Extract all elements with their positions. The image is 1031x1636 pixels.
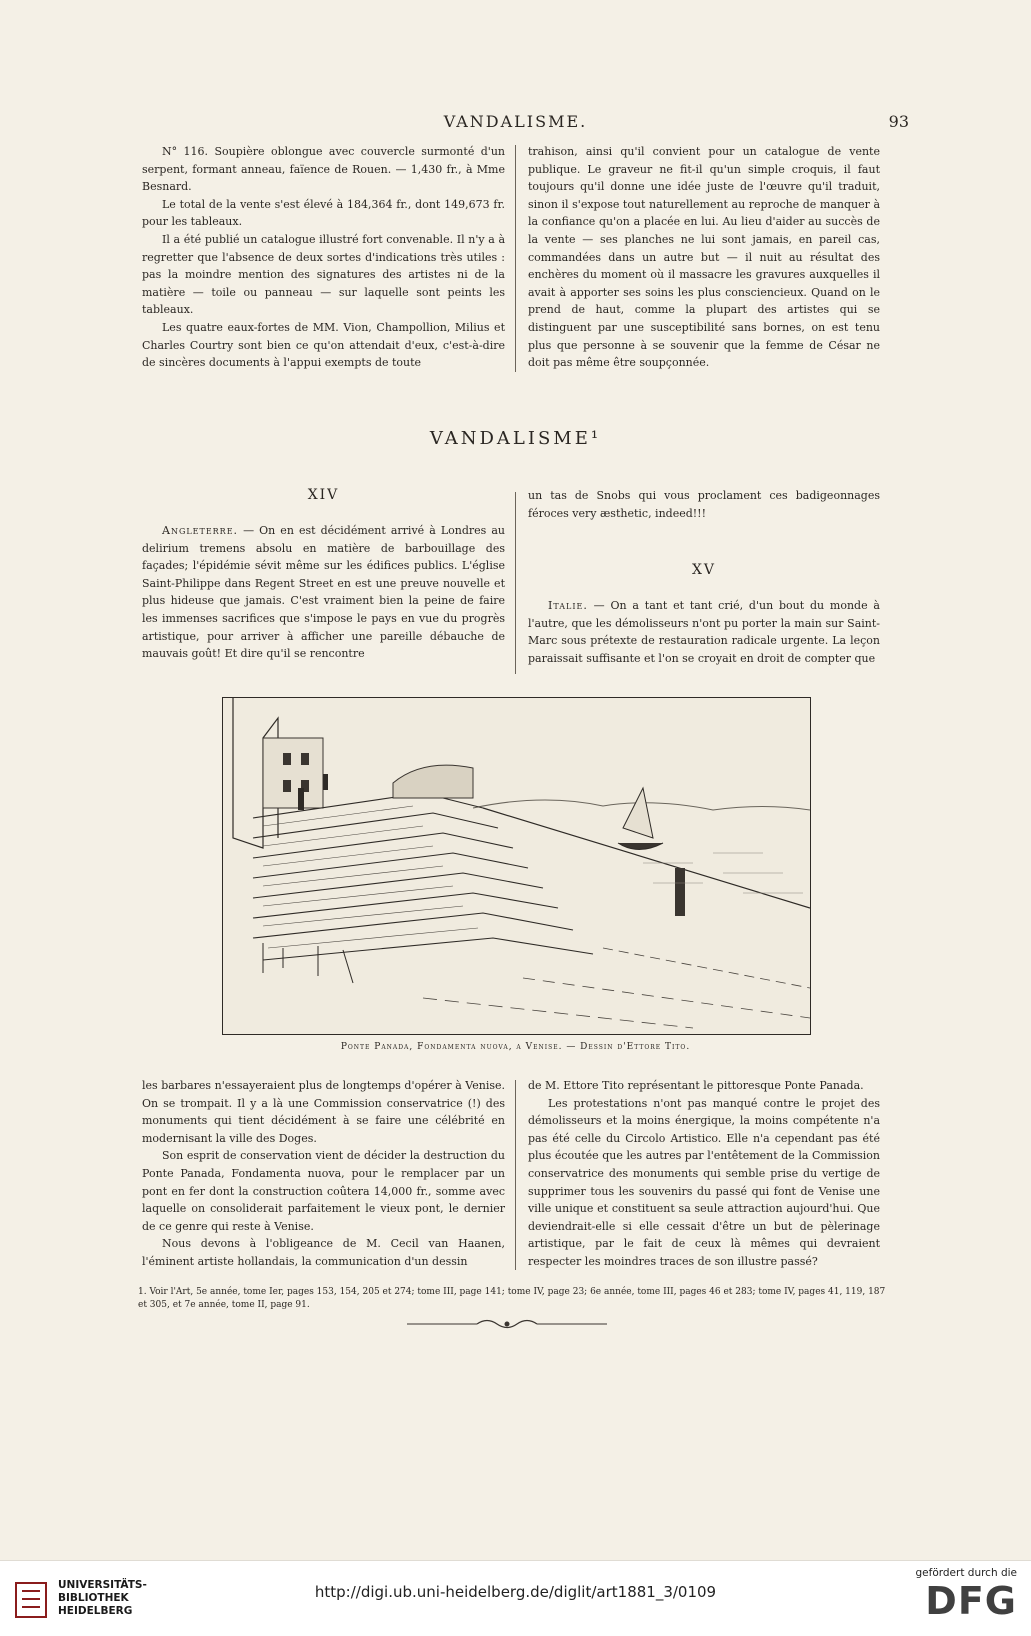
ornament-divider bbox=[407, 1317, 607, 1331]
bottom-left-column bbox=[142, 1077, 505, 1271]
top-left-column bbox=[142, 143, 505, 372]
lead-word: Angleterre. bbox=[162, 524, 239, 537]
article-title: VANDALISME¹ bbox=[429, 428, 602, 449]
venice-bridge-illustration bbox=[222, 697, 811, 1035]
funded-by-label: gefördert durch die bbox=[915, 1567, 1017, 1579]
paragraph: de M. Ettore Tito représentant le pittoresque Ponte Panada. bbox=[528, 1079, 864, 1092]
library-name-line: BIBLIOTHEK bbox=[58, 1592, 129, 1604]
illustration-caption bbox=[0, 1042, 1031, 1052]
source-url[interactable]: http://digi.ub.uni-heidelberg.de/diglit/art1881_3/0109 bbox=[314, 1583, 717, 1601]
column-rule bbox=[515, 492, 516, 674]
library-name-line: HEIDELBERG bbox=[58, 1605, 133, 1617]
section-xiv-continued bbox=[528, 487, 880, 522]
running-header bbox=[0, 112, 1031, 136]
digitization-footer bbox=[0, 1560, 1031, 1636]
bottom-right-column bbox=[528, 1077, 880, 1271]
funder-branding bbox=[907, 1567, 1017, 1623]
caption-text: Ponte Panada, Fondamenta nuova, a Venise. — Dessin d'Ettore Tito. bbox=[340, 1042, 691, 1052]
paragraph: — On a tant et tant crié, d'un bout du monde à l'autre, que les démolisseurs n'ont pu porter la main sur Saint-Marc sous prétexte de restauration radicale urgente. La leçon paraissait suffisante et l'on se croyait en droit de compter que bbox=[528, 599, 880, 665]
paragraph: — On en est décidément arrivé à Londres au delirium tremens absolu en matière de barbouillage des façades; l'épidémie sévit même sur les édifices publics. L'église Saint-Philippe dans Regent Street en est une preuve nouvelle et plus hideuse que jamais. C'est vraiment bien la peine de faire les immenses sacrifices que s'impose le pays en vue du progrès artistique, pour arriver à afficher une pareille débauche de mauvais goût! Et dire qu'il se rencontre bbox=[142, 524, 505, 661]
library-name-line: UNIVERSITÄTS- bbox=[58, 1579, 147, 1591]
paragraph: Le total de la vente s'est élevé à 184,364 fr., dont 149,673 fr. pour les tableaux. bbox=[142, 197, 505, 229]
column-rule bbox=[515, 145, 516, 372]
footnote: 1. Voir l'Art, 5e année, tome Ier, pages 153, 154, 205 et 274; tome III, page 141; tome IV, page 23; 6e année, tome III, pages 46 et 283; tome IV, pages 41, 119, 187 et 305, et 7e année, tome II, page 91. bbox=[138, 1287, 886, 1310]
section-heading-xiv: XIV bbox=[307, 487, 340, 503]
paragraph: un tas de Snobs qui vous proclament ces badigeonnages féroces very æsthetic, indeed!!! bbox=[528, 489, 880, 520]
paragraph: Il a été publié un catalogue illustré fort convenable. Il n'y a à regretter que l'absence de deux sortes d'indications très utiles : pas la moindre mention des signatures des artistes ni de la matière — toile ou panneau — sur laquelle sont peints les tableaux. bbox=[142, 232, 505, 317]
top-right-column bbox=[528, 143, 880, 372]
paragraph: Les quatre eaux-fortes de MM. Vion, Champollion, Milius et Charles Courtry sont bien ce qu'on attendait d'eux, c'est-à-dire de sincères documents à l'appui exempts de toute bbox=[142, 320, 505, 370]
section-xiv-column bbox=[142, 522, 505, 663]
paragraph: trahison, ainsi qu'il convient pour un catalogue de vente publique. Le graveur ne fit-il qu'un simple croquis, il faut toujours qu'il donne une idée juste de l'œuvre qu'il traduit, sinon il s'expose tout naturellement au reproche de manquer à la confiance qu'on a placée en lui. Au lieu d'aider au succès de la vente — ses planches ne lui sont jamais, en pareil cas, commandées dans un autre but — il nuit au résultat des enchères du moment où il massacre les gravures auxquelles il avait à apporter ses soins les plus consciencieux. Quand on le prend de haut, comme la plupart des artistes qui se distinguent par une susceptibilité sans bornes, on est tenu plus que personne à se souvenir que la femme de César ne doit pas même être soupçonnée. bbox=[528, 145, 880, 370]
illustration-drawing bbox=[223, 698, 810, 1034]
column-rule bbox=[515, 1080, 516, 1270]
paragraph: Nous devons à l'obligeance de M. Cecil van Haanen, l'éminent artiste hollandais, la communication d'un dessin bbox=[142, 1237, 505, 1268]
section-xv-column bbox=[528, 597, 880, 667]
paragraph: Son esprit de conservation vient de décider la destruction du Ponte Panada, Fondamenta nuova, pour le remplacer par un pont en fer dont la construction coûtera 14,000 fr., somme avec laquelle on consoliderait parfaitement le vieux pont, le dernier de ce genre qui reste à Venise. bbox=[142, 1149, 505, 1233]
paragraph: N° 116. Soupière oblongue avec couvercle surmonté d'un serpent, formant anneau, faïence de Rouen. — 1,430 fr., à Mme Besnard. bbox=[142, 145, 505, 194]
page-number: 93 bbox=[888, 112, 909, 131]
lead-word: Italie. bbox=[548, 599, 588, 612]
running-title: VANDALISME. bbox=[443, 112, 588, 131]
paragraph: les barbares n'essayeraient plus de longtemps d'opérer à Venise. On se trompait. Il y a là une Commission conservatrice (!) des monuments qui tient décidément à se faire une célébrité en modernisant la ville des Doges. bbox=[142, 1079, 505, 1145]
dfg-logo: DFG bbox=[925, 1579, 1017, 1623]
section-heading-xv: XV bbox=[691, 562, 717, 578]
paragraph: Les protestations n'ont pas manqué contre le projet des démolisseurs et la moins énergique, la moins compétente n'a pas été celle du Circolo Artistico. Elle n'a cependant pas été plus écoutée que les autres par l'entêtement de la Commission conservatrice des monuments qui semble prise du vertige de supprimer tous les souvenirs du passé qui font de Venise une ville unique et constituent sa seule attraction aujourd'hui. Que deviendrait-elle si elle cessait d'être un but de pèlerinage artistique, par le fait de ceux là mêmes qui devraient respecter les moindres traces de son illustre passé? bbox=[528, 1096, 880, 1268]
